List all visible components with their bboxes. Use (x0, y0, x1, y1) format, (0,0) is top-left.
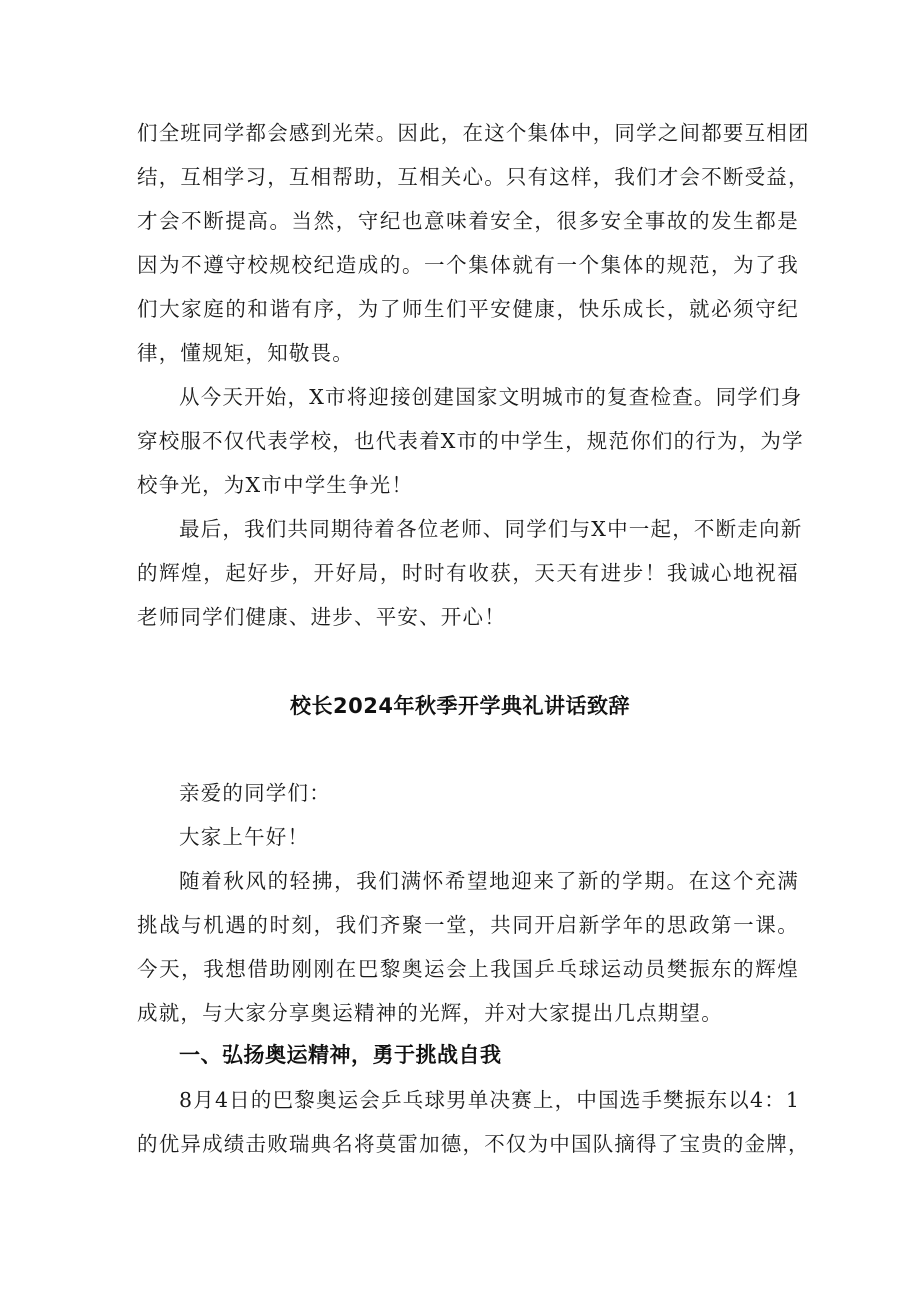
text-line: 们大家庭的和谐有序，为了师生们平安健康，快乐成长，就必须守纪 (137, 297, 799, 321)
text-line: 结，互相学习，互相帮助，互相关心。只有这样，我们才会不断受益， (137, 165, 810, 189)
paragraph-first-line: 最后，我们共同期待着各位老师、同学们与X中一起，不断走向新 (179, 517, 803, 541)
text-line: 穿校服不仅代表学校，也代表着X市的中学生，规范你们的行为，为学 (137, 429, 804, 453)
salutation: 亲爱的同学们： (179, 781, 331, 805)
text-line: 校争光，为X市中学生争光！ (137, 473, 414, 497)
text-line: 的优异成绩击败瑞典名将莫雷加德，不仅为中国队摘得了宝贵的金牌， (137, 1132, 810, 1156)
paragraph-first-line: 8月4日的巴黎奥运会乒乓球男单决赛上，中国选手樊振东以4：1 (179, 1088, 801, 1112)
paragraph-first-line: 从今天开始，X市将迎接创建国家文明城市的复查检查。同学们身 (179, 385, 803, 409)
text-line: 因为不遵守校规校纪造成的。一个集体就有一个集体的规范，为了我 (137, 253, 799, 277)
text-line: 今天，我想借助刚刚在巴黎奥运会上我国乒乓球运动员樊振东的辉煌 (137, 957, 799, 981)
paragraph-first-line: 随着秋风的轻拂，我们满怀希望地迎来了新的学期。在这个充满 (179, 869, 799, 893)
text-line: 成就，与大家分享奥运精神的光辉，并对大家提出几点期望。 (137, 1001, 723, 1025)
text-line: 们全班同学都会感到光荣。因此，在这个集体中，同学之间都要互相团 (137, 121, 810, 145)
text-line: 才会不断提高。当然，守纪也意味着安全，很多安全事故的发生都是 (137, 209, 799, 233)
section-heading: 一、弘扬奥运精神，勇于挑战自我 (179, 1043, 502, 1067)
text-line: 律，懂规矩，知敬畏。 (137, 341, 354, 365)
speech-title: 校长2024年秋季开学典礼讲话致辞 (290, 694, 630, 718)
text-line: 挑战与机遇的时刻，我们齐聚一堂，共同开启新学年的思政第一课。 (137, 913, 799, 937)
greeting: 大家上午好！ (179, 825, 310, 849)
text-line: 的辉煌，起好步，开好局，时时有收获，天天有进步！我诚心地祝福 (137, 561, 799, 585)
text-line: 老师同学们健康、进步、平安、开心！ (137, 605, 506, 629)
